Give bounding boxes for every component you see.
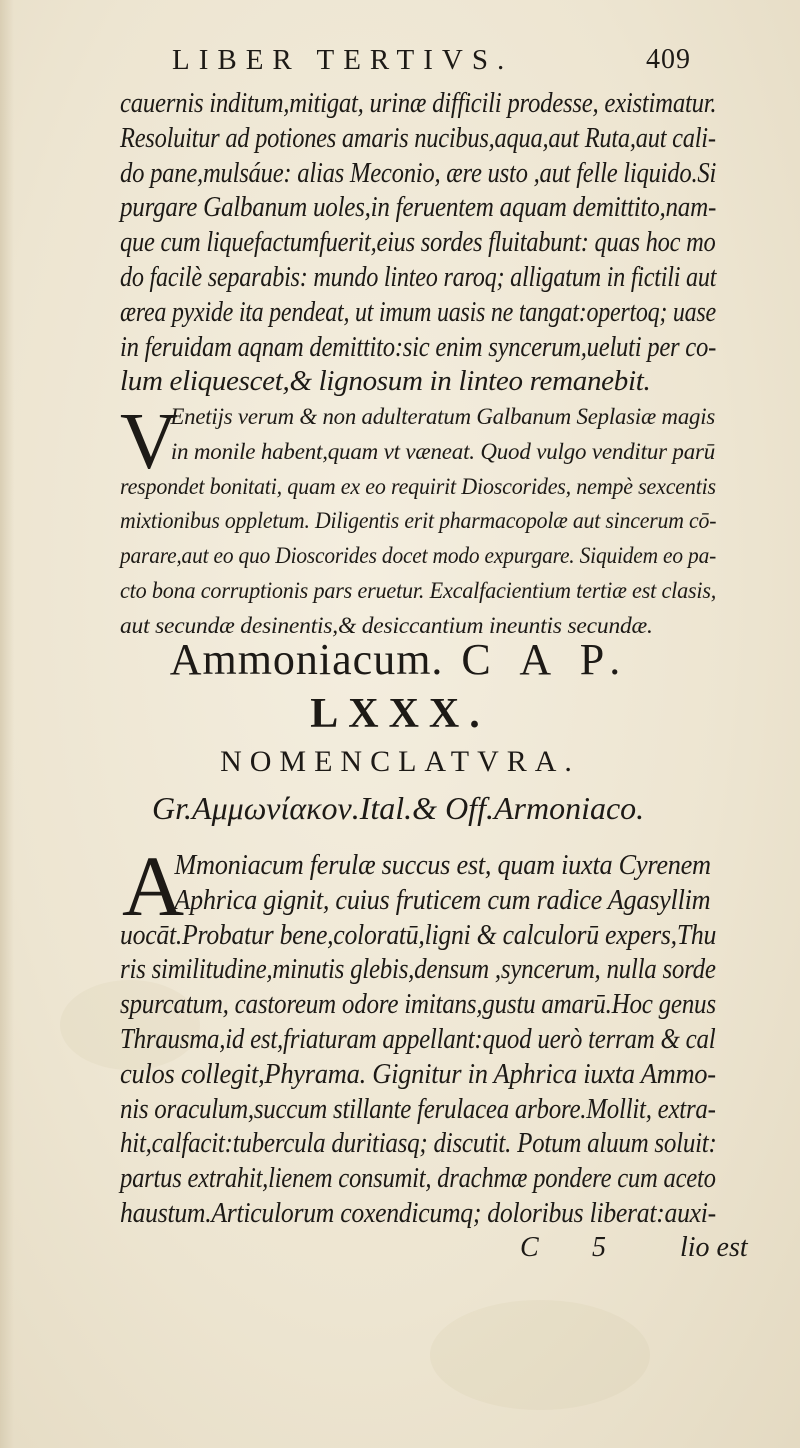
text-line: que cum liquefactumfuerit,eius sordes fluitabunt: quas hoc mo (120, 226, 716, 259)
text-line: mixtionibus oppletum. Diligentis erit pharmacopolæ aut sincerum cō- (120, 508, 717, 535)
page-footer (0, 1232, 800, 1272)
text-line: in monile habent,quam vt væneat. Quod vulgo venditur parū (170, 438, 716, 465)
paper-stain (430, 1300, 650, 1410)
text-line: parare,aut eo quo Dioscorides docet modo expurgare. Siquidem eo pa- (120, 543, 717, 570)
synonyms-line: Gr.Αμμωνίακον.Ital.& Off.Armoniaco. (152, 790, 645, 826)
text-line: Mmoniacum ferulæ succus est, quam iuxta Cyrenem (174, 849, 711, 881)
text-line: hit,calfacit:tubercula duritiasq; discutit. Potum aluum soluit: (120, 1127, 717, 1160)
chapter-number: LXXX. (310, 691, 490, 737)
text-line: uocāt.Probatur bene,coloratū,ligni & calculorū expers,Thu (120, 918, 717, 951)
text-line: Aphrica gignit, cuius fruticem cum radice Agasyllim (174, 883, 711, 916)
text-line: Resoluitur ad potiones amaris nucibus,aqua,aut Ruta,aut cali- (120, 121, 716, 154)
text-line: haustum.Articulorum coxendicumq; doloribus liberat:auxi- (120, 1196, 716, 1229)
text-line: ris similitudine,minutis glebis,densum ,syncerum, nulla sorde (120, 953, 716, 986)
text-line: cauernis inditum,mitigat, urinæ difficili prodesse, existimatur. (120, 87, 717, 119)
signature-letter: C (520, 1232, 539, 1263)
text-line: purgare Galbanum uoles,in feruentem aquam demittito,nam- (120, 191, 717, 224)
text-line: spurcatum, castoreum odore imitans,gustu amarū.Hoc genus (120, 988, 716, 1021)
text-line: lum eliquescet,& lignosum in linteo remanebit. (120, 365, 651, 398)
text-line: ærea pyxide ita pendeat, ut imum uasis ne tangat:opertoq; uase (120, 295, 716, 328)
chapter-body-paragraph (120, 848, 716, 1231)
text-line: partus extrahit,lienem consumit, drachmæ pondere cum aceto (120, 1162, 716, 1195)
page-header (0, 44, 800, 84)
paragraph-continuation (120, 86, 716, 399)
text-line: do pane,mulsáue: alias Meconio, ære ustо ,aut felle liquido.Si (120, 156, 717, 189)
nomenclatura-heading: NOMENCLATVRA. (220, 745, 580, 778)
text-line: Enetijs verum & non adulteratum Galbanum Seplasiæ magis (170, 404, 716, 430)
annotation-paragraph (120, 400, 716, 644)
text-line: aut secundæ desinentis,& desiccantium ineuntis secundæ. (120, 612, 653, 639)
text-line: Thrausma,id est,friaturam appellant:quod uerò terram & cal (120, 1022, 716, 1055)
drop-cap-letter: V (120, 398, 178, 486)
text-line: respondet bonitati, quam ex eo requirit Dioscorides, nempè sexcentis (120, 473, 716, 500)
chapter-cap-label: C A P. (461, 635, 631, 684)
text-line: nis oraculum,succum stillante ferulacea arbore.Mollit, extra- (120, 1092, 716, 1125)
text-line: cto bona corruptionis pars eruetur. Excalfacientium tertiæ est clasis, (120, 577, 717, 604)
text-line: culos collegit,Phyrama. Gignitur in Aphrica iuxta Ammo- (120, 1057, 716, 1090)
chapter-title (0, 634, 800, 685)
running-head: LIBER TERTIVS. (172, 44, 514, 76)
catchword: lio est (680, 1232, 748, 1263)
text-line: in feruidam aqnam demittito:sic enim syncerum,ueluti per co- (120, 330, 717, 363)
chapter-title-text: Ammoniacum. (169, 635, 444, 684)
drop-cap-letter: A (122, 838, 185, 934)
signature-number: 5 (592, 1232, 606, 1263)
text-line: do facilè separabis: mundo linteo raroq; alligatum in fictili aut (120, 260, 717, 293)
page-number: 409 (646, 44, 691, 75)
